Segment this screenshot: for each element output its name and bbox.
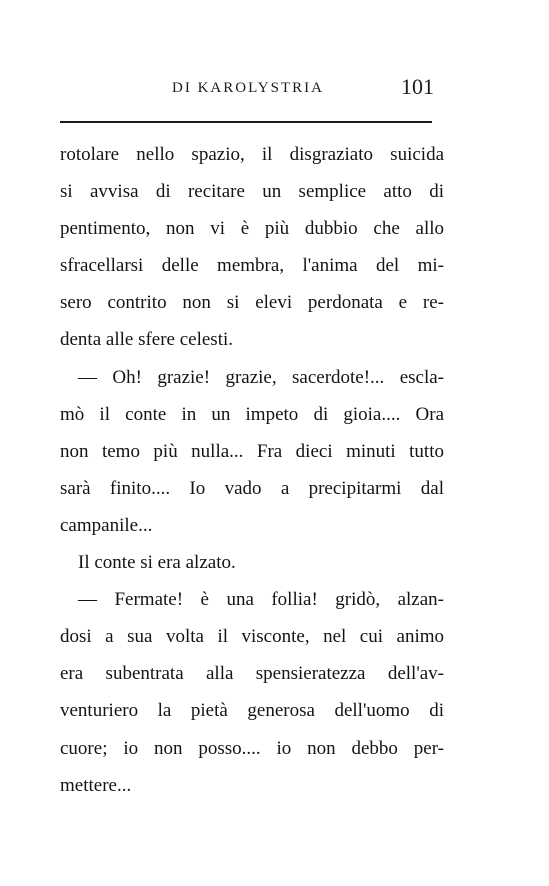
body-text <box>60 136 444 804</box>
running-head <box>60 74 438 104</box>
text-line: cuore; io non posso.... io non debbo per- <box>60 737 444 759</box>
text-line: sfracellarsi delle membra, l'anima del mi- <box>60 255 444 277</box>
running-title: DI KAROLYSTRIA <box>172 80 324 96</box>
text-line: sarà finito.... Io vado a precipitarmi dal <box>60 477 444 499</box>
text-line: rotolare nello spazio, il disgraziato suicida <box>60 144 444 165</box>
text-line: era subentrata alla spensieratezza dell'av- <box>60 663 444 685</box>
text-line: dosi a sua volta il visconte, nel cui animo <box>60 626 444 648</box>
text-line: Il conte si era alzato. <box>78 552 236 574</box>
text-line: venturiero la pietà generosa dell'uomo di <box>60 700 444 722</box>
text-line: campanile... <box>60 514 153 536</box>
text-line: pentimento, non vi è più dubbio che allo <box>60 218 444 240</box>
text-line: — Oh! grazie! grazie, sacerdote!... escla- <box>78 366 444 388</box>
text-line: si avvisa di recitare un semplice atto di <box>60 181 444 203</box>
text-line: mettere... <box>60 774 132 796</box>
page-number: 101 <box>401 74 434 99</box>
text-line: non temo più nulla... Fra dieci minuti tutto <box>60 440 444 462</box>
header-rule <box>60 121 432 123</box>
text-line: mò il conte in un impeto di gioia.... Ora <box>60 403 444 425</box>
text-line: denta alle sfere celesti. <box>60 329 234 351</box>
text-line: — Fermate! è una follia! gridò, alzan- <box>78 589 444 611</box>
text-line: sero contrito non si elevi perdonata e re- <box>60 292 444 314</box>
